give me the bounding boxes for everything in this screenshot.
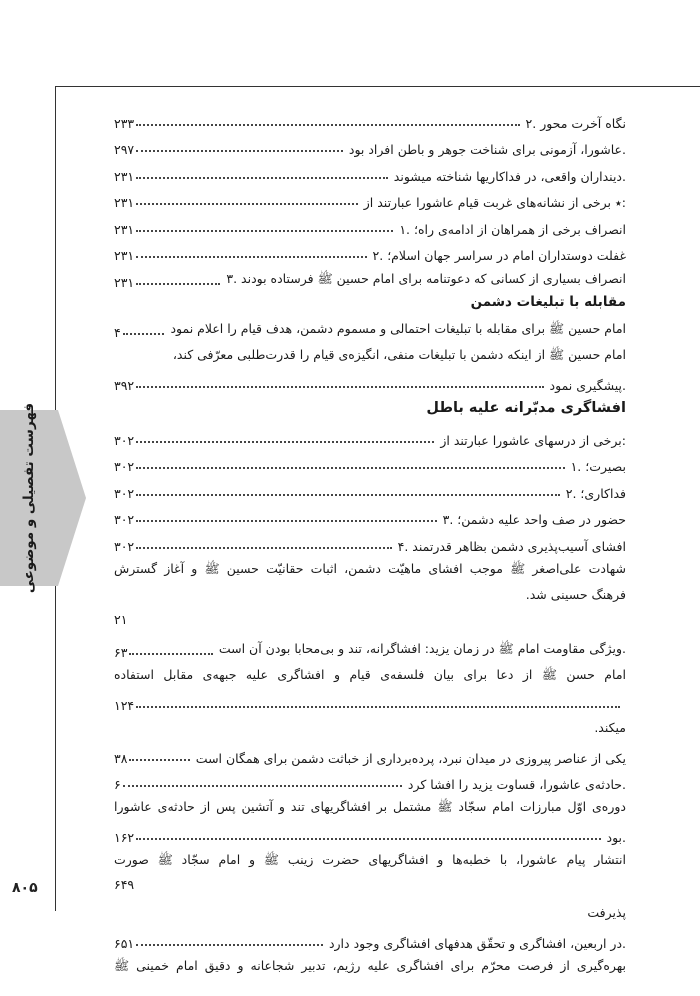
entry-text-line: بهره‌گیری از فرصت محرّم برای افشاگری علیه رژیم، تدبیر شجاعانه و دقیق امام خمینی ﷺ — [114, 958, 626, 973]
index-entry — [114, 501, 626, 528]
dot-leader — [136, 256, 366, 258]
index-entry — [114, 739, 626, 766]
dot-leader — [136, 520, 436, 522]
entry-text-line: میکند. — [594, 719, 626, 735]
index-entry — [114, 157, 626, 184]
entry-text: ۴. افشای آسیب‌پذیری دشمن بظاهر قدرتمند — [397, 538, 626, 554]
entry-text-line: شهادت علی‌اصغر ﷺ موجب افشای ماهیّت دشمن، اثبات حقانیّت حسین ﷺ و آغاز گسترش — [114, 560, 626, 576]
entry-text: یکی از عناصر پیروزی در میدان نبرد، پرده‌برداری از خباثت دشمن برای همگان است — [195, 750, 626, 766]
entry-page: ۲۳۱ — [114, 274, 135, 290]
frame-top-rule — [55, 86, 700, 87]
dot-leader — [136, 838, 600, 840]
entry-page: ۲۳۱ — [114, 195, 135, 210]
index-entry — [114, 184, 626, 211]
index-entry — [114, 131, 626, 158]
entry-page: ۳۰۲ — [114, 512, 135, 527]
dot-leader — [136, 547, 391, 549]
entry-text: پیشگیری نمود. — [549, 378, 626, 393]
entry-page: ۲۳۱ — [114, 221, 135, 237]
entry-page: ۳۰۲ — [114, 485, 135, 501]
entry-text: ٭ برخی از نشانه‌های غربت قیام عاشورا عبارتند از: — [363, 195, 626, 210]
dot-leader — [136, 283, 220, 285]
entry-text-line: امام حسن ﷺ از دعا برای بیان فلسفه‌ی قیام و افشاگری علیه جبهه‌ی مقابل استفاده — [114, 666, 626, 682]
index-entry — [114, 367, 626, 394]
entry-text: بود. — [606, 830, 626, 845]
dot-leader — [129, 653, 212, 655]
dot-leader — [136, 494, 560, 496]
entry-text: ویژگی مقاومت امام ﷺ در زمان یزید: افشاگرانه، تند و بی‌محابا بودن آن است. — [218, 640, 626, 656]
entry-text: امام حسین ﷺ برای مقابله با تبلیغات احتمالی و مسموم دشمن، هدف قیام را اعلام نمود — [170, 321, 626, 336]
index-entry — [114, 686, 626, 713]
entry-page: ۶ — [114, 777, 121, 792]
entry-page: ۲۹۷ — [114, 142, 135, 157]
entry-page: ۳۸ — [114, 750, 128, 766]
side-tab-label: فهرست تفصیلی و موضوعی — [21, 402, 37, 594]
entry-text: ۳. انصراف بسیاری از کسانی که دعوتنامه برای امام حسین ﷺ فرستاده بودند — [226, 270, 626, 286]
entry-page: ۳۰۲ — [114, 538, 135, 554]
index-entry — [114, 766, 626, 793]
entry-page: ۴ — [114, 325, 121, 340]
entry-text: ۲. غفلت دوستداران امام در سراسر جهان اسلام؛ — [372, 248, 626, 263]
entry-text: ۱. انصراف برخی از همراهان از ادامه‌ی راه؛ — [399, 221, 626, 237]
entry-text-line: فرهنگ حسینی شد. — [525, 587, 626, 602]
section-heading: افشاگری مدبّرانه علیه باطل — [426, 400, 626, 416]
dot-leader — [123, 333, 165, 335]
entry-text: عاشورا، آزمونی برای شناخت جوهر و باطن افراد بود. — [348, 142, 626, 157]
dot-leader — [136, 150, 343, 152]
index-entry — [114, 925, 626, 952]
index-entry — [114, 263, 626, 290]
dot-leader — [136, 944, 323, 946]
entry-text: در اربعین، افشاگری و تحقّق هدفهای افشاگری وجود دارد. — [328, 936, 626, 951]
entry-page: ۱۶۲ — [114, 830, 135, 845]
entry-text-line: امام حسین ﷺ از اینکه دشمن با تبلیغات منفی، انگیزه‌ی قیام را قدرت‌طلبی معرّفی کند، — [172, 347, 626, 362]
index-entry — [114, 474, 626, 501]
entry-text: ۲. فداکاری؛ — [565, 485, 626, 501]
entry-text-line: پذیرفت — [587, 905, 626, 920]
index-entry — [114, 819, 626, 846]
entry-page: ۳۹۲ — [114, 378, 135, 393]
dot-leader — [123, 785, 402, 787]
entry-page: ۲۳۱ — [114, 248, 135, 263]
entry-page: ۳۰۲ — [114, 459, 135, 474]
dot-leader — [136, 386, 543, 388]
entry-page: ۱۲۴ — [114, 697, 135, 713]
entry-page: ۶۴۹ — [114, 876, 135, 892]
dot-leader — [136, 467, 564, 469]
dot-leader — [136, 124, 519, 126]
side-tab-label-wrap — [14, 402, 44, 594]
entry-text-line: دوره‌ی اوّل مبارزات امام سجّاد ﷺ مشتمل بر افشاگریهای تند و آتشین پس از حادثه‌ی عاشورا — [114, 799, 626, 814]
entry-page: ۲۱ — [114, 611, 128, 627]
entry-page: ۶۳ — [114, 644, 128, 660]
dot-leader — [129, 759, 189, 761]
dot-leader — [136, 177, 388, 179]
index-content — [114, 104, 626, 978]
index-entry — [114, 104, 626, 131]
entry-text-line: انتشار پیام عاشورا، با خطبه‌ها و افشاگریهای حضرت زینب ﷺ و امام سجّاد ﷺ صورت — [114, 852, 626, 867]
page-number: ۸۰۵ — [12, 880, 38, 896]
index-entry — [114, 314, 626, 341]
entry-text: ۱. بصیرت؛ — [570, 459, 626, 474]
index-entry — [114, 527, 626, 554]
side-tab — [0, 402, 86, 594]
index-entry — [114, 421, 626, 448]
entry-text: ۲. نگاه آخرت محور — [525, 115, 626, 131]
entry-page: ۳۰۲ — [114, 432, 135, 448]
dot-leader — [136, 203, 358, 205]
entry-page: ۲۳۱ — [114, 168, 135, 184]
index-entry — [114, 210, 626, 237]
index-entry — [114, 633, 626, 660]
entry-page: ۶۵۱ — [114, 936, 135, 951]
entry-text: ۳. حضور در صف واحد علیه دشمن؛ — [442, 512, 626, 527]
section-heading: مقابله با تبلیغات دشمن — [470, 293, 626, 310]
entry-text: حادثه‌ی عاشورا، قساوت یزید را افشا کرد. — [407, 777, 626, 792]
entry-page: ۲۳۳ — [114, 115, 135, 131]
entry-text: برخی از درسهای عاشورا عبارتند از: — [440, 432, 626, 448]
index-entry — [114, 237, 626, 264]
index-entry — [114, 448, 626, 475]
dot-leader — [136, 706, 620, 708]
entry-text: دینداران واقعی، در فداکاریها شناخته میشوند. — [393, 168, 626, 184]
dot-leader — [136, 441, 434, 443]
dot-leader — [136, 230, 393, 232]
